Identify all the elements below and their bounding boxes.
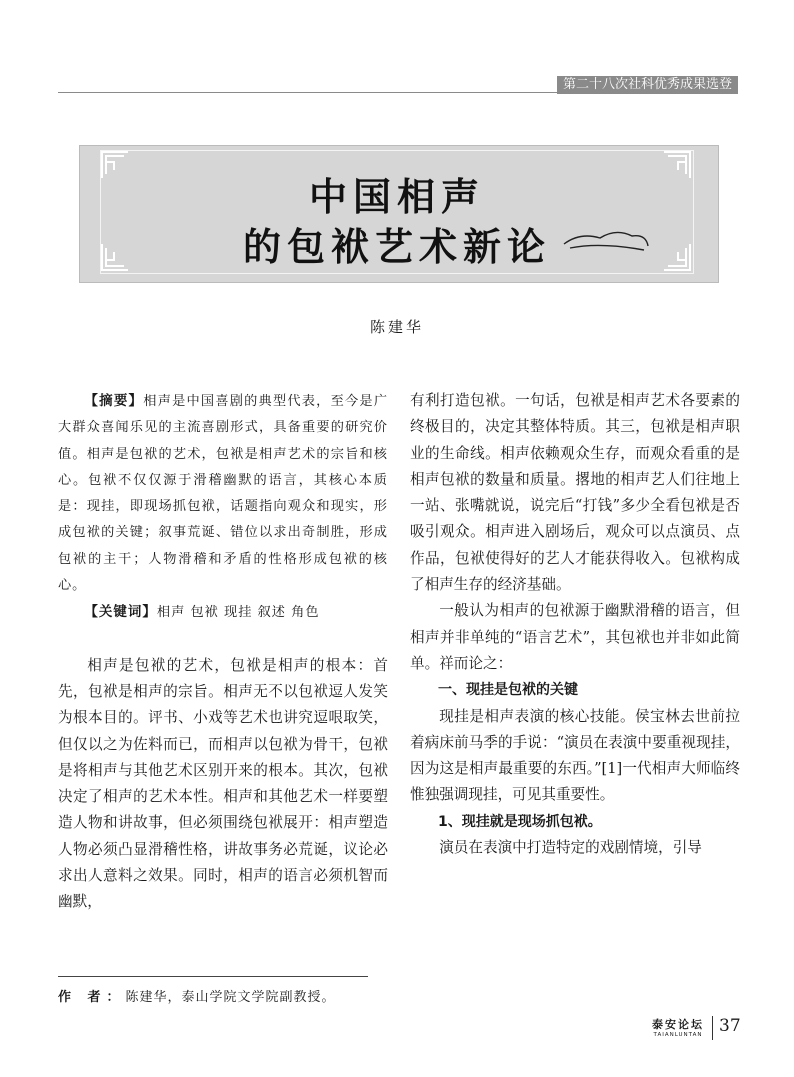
page-number: 37 bbox=[719, 1016, 741, 1036]
right-column bbox=[410, 388, 740, 861]
subsection-heading: 1、现挂就是现场抓包袱。 bbox=[438, 813, 602, 830]
abstract-label: 【摘要】 bbox=[84, 393, 144, 409]
abstract-text: 相声是中国喜剧的典型代表，至今是广大群众喜闻乐见的主流喜剧形式，具备重要的研究价值。相声是包袱的艺术，包袱是相声艺术的宗旨和核心。包袱不仅仅源于滑稽幽默的语言，其核心本质是：现挂，即现场抓包袱，话题指向观众和现实，形成包袱的关键；叙事荒诞、错位以求出奇制胜，形成包袱的主干；人物滑稽和矛盾的性格形成包袱的核心。 bbox=[58, 394, 389, 594]
footer-divider bbox=[712, 1016, 713, 1040]
footnote-label: 作 者： bbox=[58, 990, 126, 1005]
body-paragraph: 一般认为相声的包袱源于幽默滑稽的语言，但相声并非单纯的“语言艺术”，其包袱也并非如此简单。祥而论之： bbox=[410, 602, 740, 672]
abstract bbox=[58, 388, 388, 599]
keywords bbox=[58, 599, 388, 626]
body-paragraph: 现挂是相声表演的核心技能。侯宝林去世前拉着病床前马季的手说：“演员在表演中要重视现挂，因为这是相声最重要的东西。”[1]一代相声大师临终惟独强调现挂，可见其重要性。 bbox=[410, 707, 740, 804]
journal-logo bbox=[652, 1016, 704, 1038]
title-line-1: 中国相声 bbox=[308, 175, 485, 219]
author-name: 陈建华 bbox=[369, 318, 424, 336]
left-column bbox=[58, 388, 388, 916]
journal-name-en: TAIANLUNTAN bbox=[653, 1032, 703, 1038]
journal-name-cn: 泰安论坛 bbox=[652, 1018, 704, 1031]
title-line-2: 的包袱艺术新论 bbox=[242, 225, 551, 269]
footnote-rule bbox=[58, 976, 368, 977]
keywords-label: 【关键词】 bbox=[84, 604, 157, 621]
section-heading: 一、现挂是包袱的关键 bbox=[438, 682, 578, 699]
body-paragraph: 相声是包袱的艺术，包袱是相声的根本：首先，包袱是相声的宗旨。相声无不以包袱逗人发笑为根本目的。评书、小戏等艺术也讲究逗哏取笑，但仅以之为佐料而已，而相声以包袱为骨干，包袱是将相声与其他艺术区别开来的根本。其次，包袱决定了相声的艺术本性。相声和其他艺术一样要塑造人物和讲故事，但必须围绕包袱展开：相声塑造人物必须凸显滑稽性格，讲故事务必荒诞，议论必求出人意料之效果。同时，相声的语言必须机智而幽默， bbox=[58, 656, 388, 911]
author-footnote bbox=[58, 986, 336, 1005]
body-paragraph: 演员在表演中打造特定的戏剧情境，引导 bbox=[439, 839, 702, 857]
footnote-text: 陈建华，泰山学院文学院副教授。 bbox=[125, 990, 336, 1005]
body-paragraph: 有利打造包袱。一句话，包袱是相声艺术各要素的终极目的，决定其整体特质。其三，包袱是相声职业的生命线。相声依赖观众生存，而观众看重的是相声包袱的数量和质量。撂地的相声艺人们往地上一站、张嘴就说，说完后“打钱”多少全看包袱是否吸引观众。相声进入剧场后，观众可以点演员、点作品，包袱使得好的艺人才能获得收入。包袱构成了相声生存的经济基础。 bbox=[410, 392, 740, 594]
keywords-text: 相声 包袱 现挂 叙述 角色 bbox=[156, 605, 320, 621]
series-label: 第二十八次社科优秀成果选登 bbox=[557, 76, 738, 94]
